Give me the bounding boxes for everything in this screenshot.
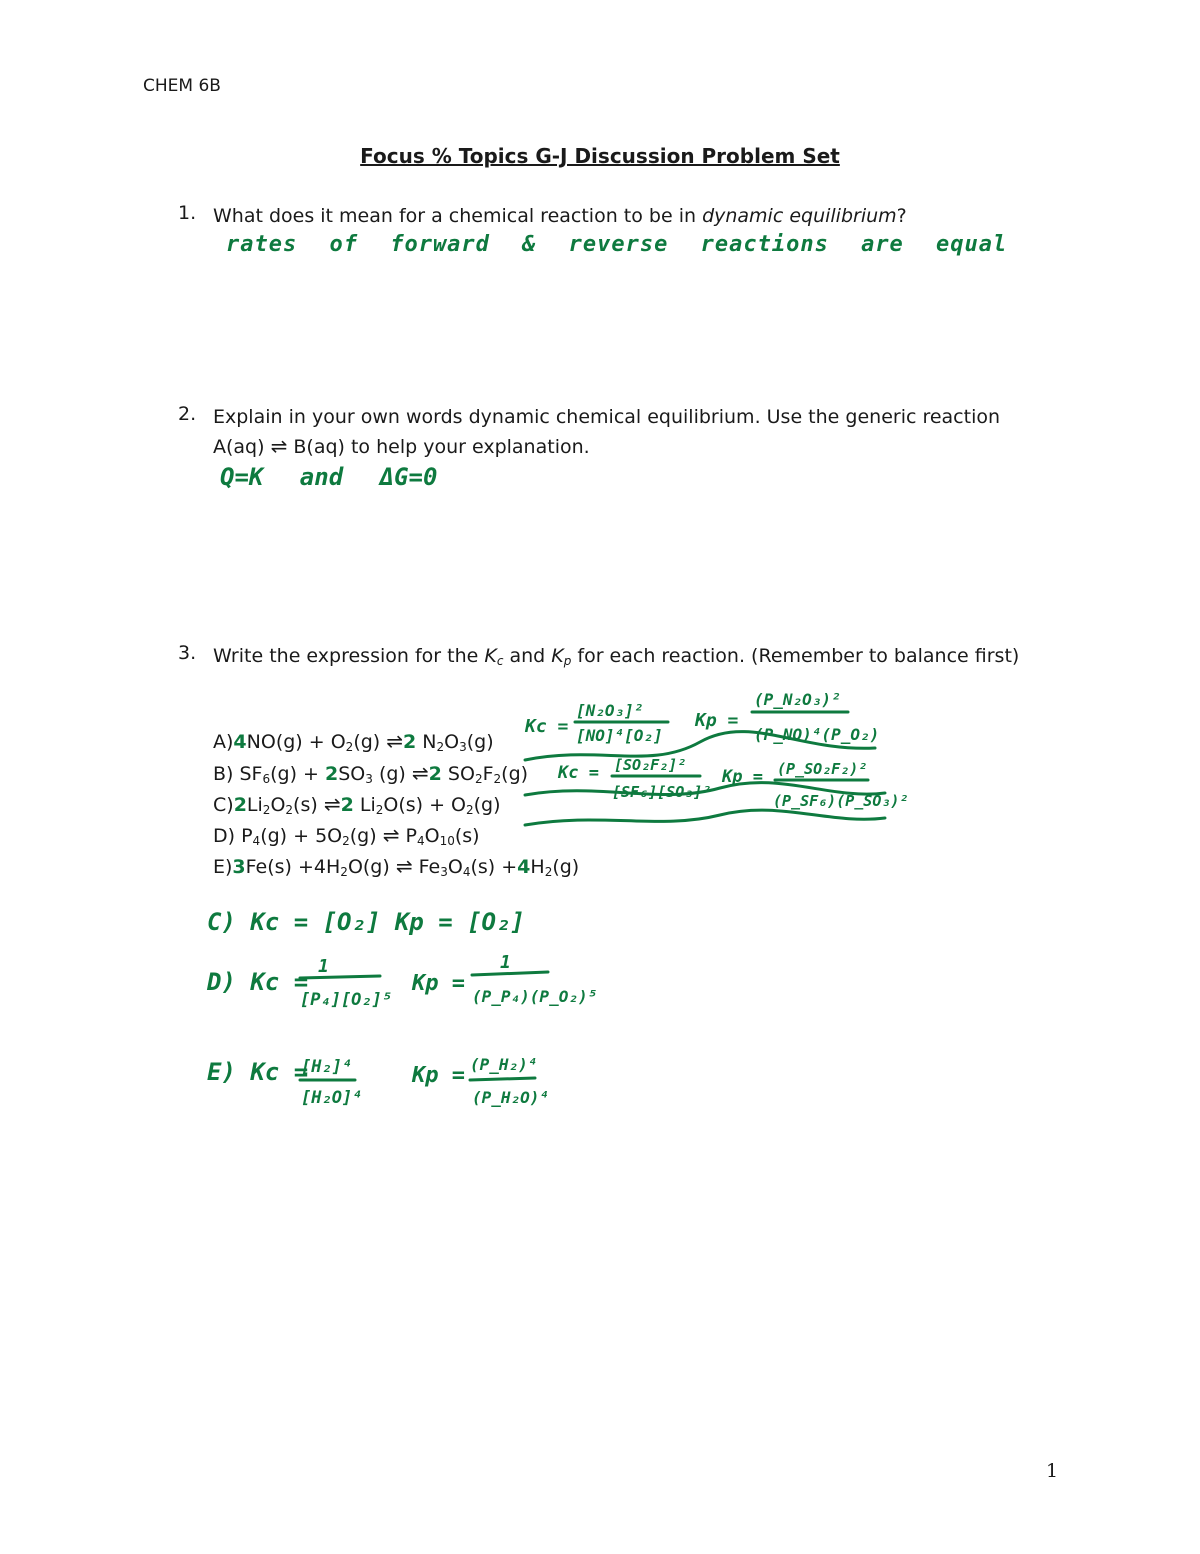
question-3-number: 3.	[178, 642, 197, 664]
b-kc-numerator: [SO₂F₂]²	[614, 756, 687, 774]
reaction-b: B) $SF_6(g) + 2SO_3$ (g) ⇌2 $SO_2F_2(g)$	[213, 761, 529, 786]
d-kp-denominator: (P_P₄)(P_O₂)⁵	[472, 987, 598, 1006]
question-1-number: 1.	[178, 202, 197, 224]
answer-1-handwritten: rates of forward & reverse reactions are equal	[226, 232, 1008, 257]
question-1-text: What does it mean for a chemical reaction to be in dynamic equilibrium?	[213, 205, 907, 227]
a-kc-denominator: [NO]⁴[O₂]	[576, 726, 663, 745]
d-kc-denominator: [P₄][O₂]⁵	[300, 990, 393, 1010]
c-expression: C) Kc = [O₂] Kp = [O₂]	[207, 908, 525, 936]
page-number: 1	[1046, 1460, 1059, 1482]
e-kp-denominator: (P_H₂O)⁴	[472, 1088, 550, 1107]
b-kp-numerator: (P_SO₂F₂)²	[777, 760, 868, 778]
reaction-d: D) $P_4(g) + 5O_2(g)$ ⇌ $P_4O_{10}(s)$	[213, 823, 480, 848]
d-kp-numerator: 1	[500, 952, 511, 973]
e-kp-label: Kp =	[412, 1063, 465, 1088]
a-kp-denominator: (P_NO)⁴(P_O₂)	[754, 725, 880, 744]
question-3-text: Write the expression for the $K_c$ and $K_p$ for each reaction. (Remember to balance first)	[213, 645, 1020, 668]
reaction-e: $E)3Fe(s) +4H_2O(g)$ ⇌ $Fe_3O_4(s) +4H_2(g)$	[213, 854, 580, 879]
wavy-line-3	[525, 810, 885, 825]
a-kp-numerator: (P_N₂O₃)²	[754, 690, 841, 709]
wavy-line-2	[525, 783, 885, 795]
e-kp-numerator: (P_H₂)⁴	[470, 1055, 538, 1074]
b-kp-label: Kp =	[722, 767, 763, 787]
a-kc-numerator: [N₂O₃]²	[576, 701, 644, 720]
page-title: Focus % Topics G-J Discussion Problem Set	[360, 144, 840, 168]
d-kc-label: D) Kc =	[207, 968, 309, 996]
d-kp-label: Kp =	[412, 971, 465, 996]
d-kc-numerator: 1	[318, 956, 329, 977]
b-kc-label: Kc =	[558, 763, 599, 783]
e-kc-numerator: [H₂]⁴	[301, 1057, 353, 1077]
question-2-text: Explain in your own words dynamic chemical equilibrium. Use the generic reaction A(aq) ⇌ B(aq) to help your explanation.	[213, 406, 1001, 458]
e-kc-label: E) Kc =	[207, 1058, 309, 1086]
a-kc-label: Kc =	[525, 716, 569, 737]
course-header: CHEM 6B	[143, 76, 221, 96]
b-kc-denominator: [SF₆][SO₃]²	[612, 783, 712, 801]
b-kp-denominator: (P_SF₆)(P_SO₃)²	[773, 792, 909, 810]
e-kc-denominator: [H₂O]⁴	[301, 1088, 363, 1108]
a-kp-label: Kp =	[695, 710, 739, 731]
answer-2-handwritten: Q=K and ΔG=0	[220, 463, 438, 491]
reaction-a: $A)4NO(g) + O_2(g)$ ⇌2 $N_2O_3(g)$	[213, 729, 494, 754]
reaction-c: $C)2Li_2O_2(s)$ ⇌2 $Li_2O(s) + O_2(g)$	[213, 792, 501, 817]
question-2-number: 2.	[178, 403, 197, 425]
wavy-line-1	[525, 732, 875, 760]
